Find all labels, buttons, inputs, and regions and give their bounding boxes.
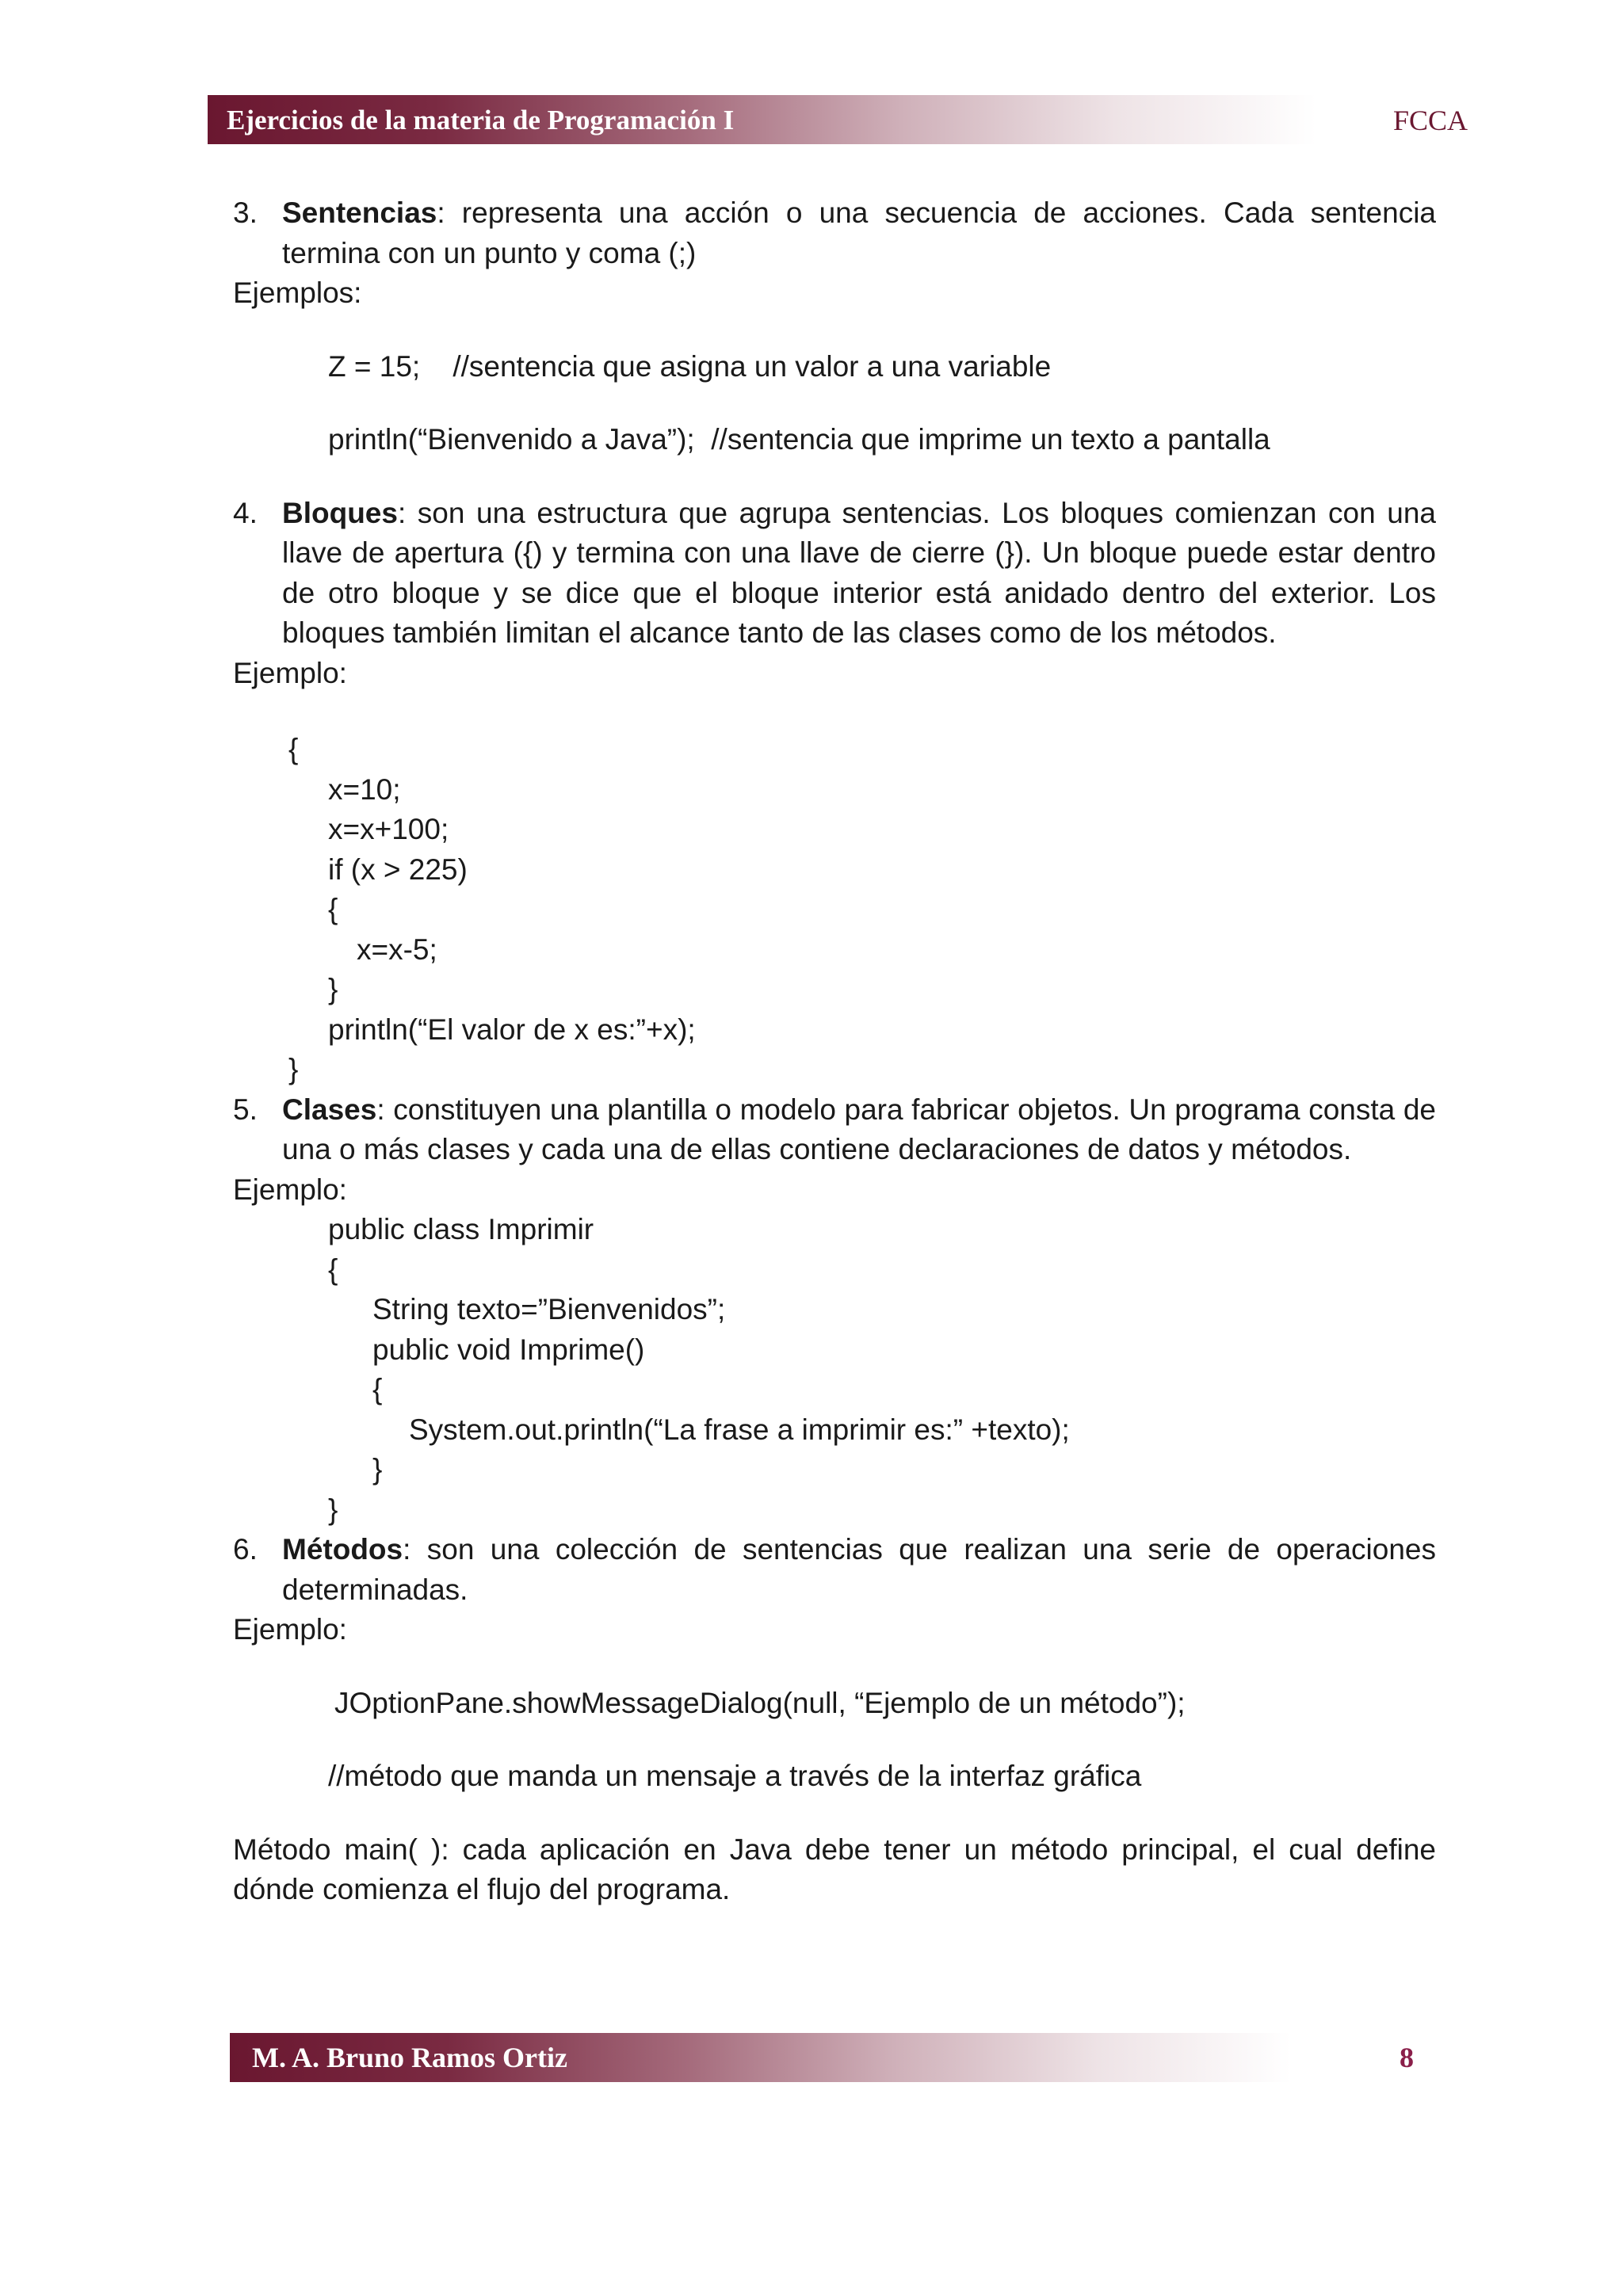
section-text: : representa una acción o una secuencia de acciones. Cada sentencia termina con un punto y coma (;) <box>282 196 1436 269</box>
code-line: } <box>372 1453 383 1486</box>
code-line: { <box>328 1253 338 1286</box>
section-text: : constituyen una plantilla o modelo para fabricar objetos. Un programa consta de una o más clases y cada una de ellas contiene declaraciones de datos y métodos. <box>282 1093 1436 1165</box>
section-bloques <box>233 494 1436 654</box>
footer-author: M. A. Bruno Ramos Ortiz <box>252 2042 567 2073</box>
code-line: Z = 15; //sentencia que asigna un valor a una variable <box>328 349 1052 383</box>
code-line: public class Imprimir <box>328 1213 594 1245</box>
page-number: 8 <box>1400 2042 1414 2073</box>
document-body <box>233 193 1436 1910</box>
section-term: Sentencias <box>282 196 437 229</box>
code-line: } <box>328 973 338 1005</box>
header-institution: FCCA <box>1392 105 1468 136</box>
code-line: x=x+100; <box>328 813 449 845</box>
code-line: x=x-5; <box>357 933 437 966</box>
code-line: JOptionPane.showMessageDialog(null, “Ejemplo de un método”); <box>334 1686 1186 1719</box>
section-term: Métodos <box>282 1533 403 1566</box>
code-line: { <box>288 733 299 765</box>
code-line: public void Imprime() <box>372 1333 645 1366</box>
section-metodos <box>233 1530 1436 1610</box>
section-number: 5. <box>233 1093 258 1126</box>
code-line: if (x > 225) <box>328 852 468 886</box>
header-title: Ejercicios de la materia de Programación I <box>227 105 735 135</box>
example-label: Ejemplo: <box>233 1613 347 1646</box>
section-number: 4. <box>233 496 258 529</box>
section-term: Clases <box>282 1093 377 1126</box>
section-clases <box>233 1090 1436 1170</box>
code-line: { <box>372 1373 383 1405</box>
example-label: Ejemplo: <box>233 656 347 689</box>
example-label: Ejemplo: <box>233 1173 347 1206</box>
section-text: : son una colección de sentencias que realizan una serie de operaciones determinadas. <box>282 1533 1436 1606</box>
code-line: } <box>328 1493 338 1526</box>
code-line: println(“El valor de x es:”+x); <box>328 1013 696 1046</box>
code-line: String texto=”Bienvenidos”; <box>372 1293 726 1325</box>
section-number: 6. <box>233 1533 258 1566</box>
section-sentencias <box>233 193 1436 273</box>
main-method-paragraph: Método main( ): cada aplicación en Java debe tener un método principal, el cual define dónde comienza el flujo del programa. <box>233 1833 1436 1905</box>
section-term: Bloques <box>282 496 398 529</box>
code-line: System.out.println(“La frase a imprimir es:” +texto); <box>409 1413 1070 1446</box>
code-line: println(“Bienvenido a Java”); //sentencia que imprime un texto a pantalla <box>328 423 1270 456</box>
code-line: x=10; <box>328 772 401 806</box>
code-line: } <box>288 1053 299 1085</box>
code-line: { <box>328 893 338 925</box>
examples-label: Ejemplos: <box>233 277 362 309</box>
section-number: 3. <box>233 196 258 229</box>
code-comment: //método que manda un mensaje a través de la interfaz gráfica <box>328 1760 1142 1792</box>
section-text: : son una estructura que agrupa sentencias. Los bloques comienzan con una llave de apertura ({) y termina con una llave de cierre (}). Un bloque puede estar dentro de otro bloque y se dice que el bloque interior está anidado dentro del exterior. Los bloques también limitan el alcance tanto de las clases como de los métodos. <box>282 496 1436 649</box>
